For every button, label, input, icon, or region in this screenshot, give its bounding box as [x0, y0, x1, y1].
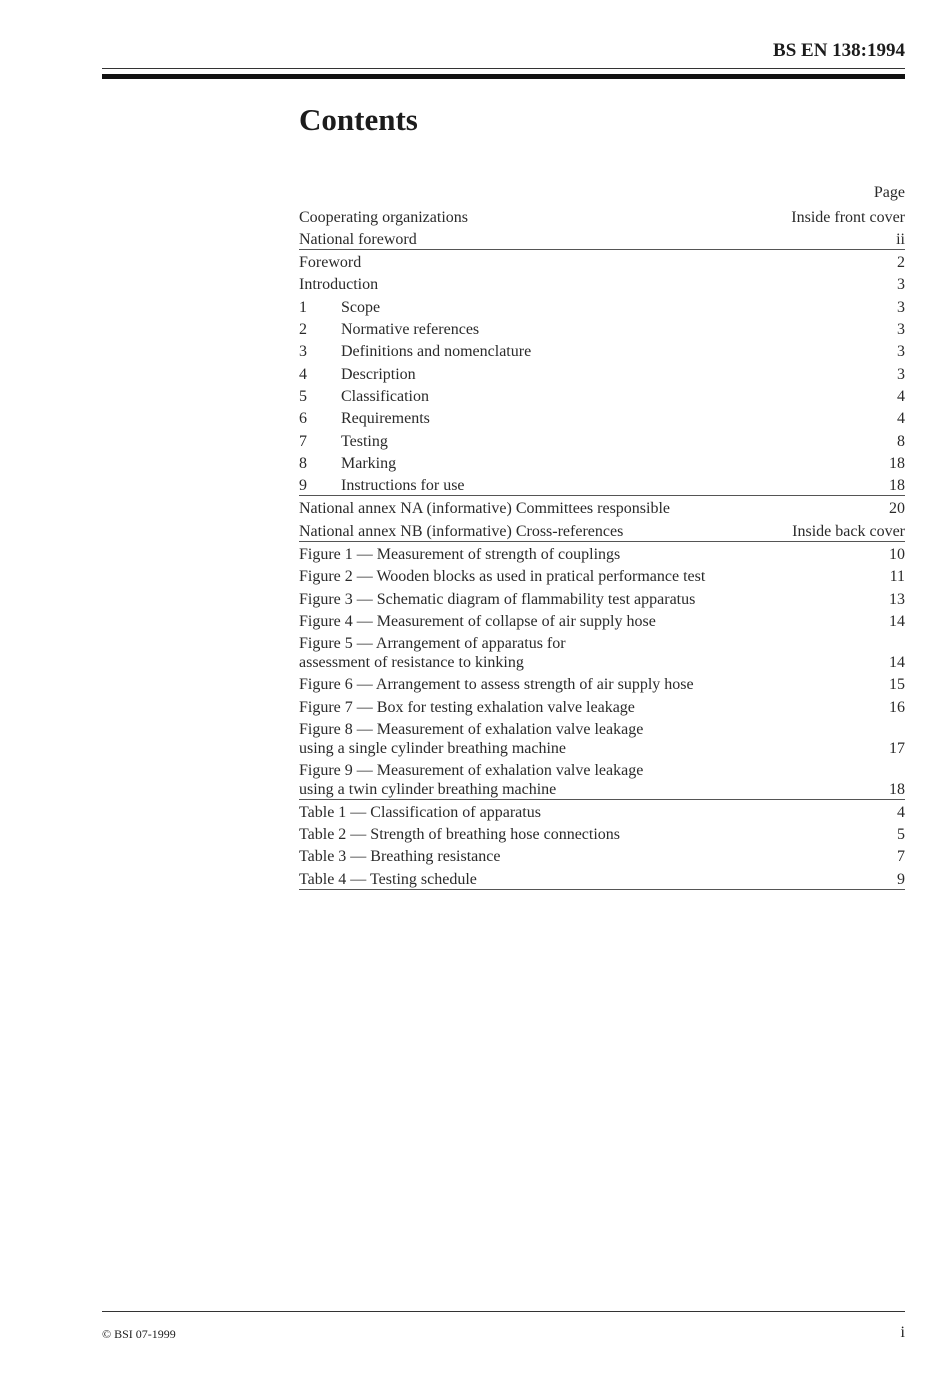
toc-entry-page: 15 [889, 676, 905, 694]
toc-entry[interactable] [299, 317, 905, 339]
toc-entry[interactable] [299, 227, 905, 249]
toc-entry-label [299, 803, 889, 822]
toc-entry-text: Table 3 — Breathing resistance [299, 848, 501, 866]
toc-entry-number: 8 [299, 454, 307, 472]
toc-entry-label [299, 567, 882, 586]
toc-entry-page: 14 [889, 653, 905, 671]
toc-entry[interactable] [299, 496, 905, 518]
toc-entry-page: 14 [889, 612, 905, 630]
toc-entry-label [299, 432, 889, 451]
toc-entry[interactable] [299, 250, 905, 272]
toc-entry-text: Table 2 — Strength of breathing hose connections [299, 826, 621, 844]
toc-entry[interactable] [299, 518, 905, 540]
toc-entry-number: 6 [299, 410, 307, 428]
toc-entry[interactable] [299, 339, 905, 361]
copyright: © BSI 07-1999 [102, 1327, 176, 1341]
toc-entry-label [299, 342, 889, 361]
toc-entry-label [299, 675, 881, 694]
toc-entry-text: Requirements [341, 410, 430, 428]
toc-entry-text: Definitions and nomenclature [341, 343, 532, 361]
toc-entry-label [299, 320, 889, 339]
toc-entry-label [299, 870, 889, 889]
toc-entry-number: 1 [299, 298, 307, 316]
toc-entry-label [299, 208, 783, 227]
toc-entry-label [299, 409, 889, 428]
toc-entry[interactable] [299, 694, 905, 716]
toc-entry-text: National foreword [299, 230, 417, 248]
toc-entry-page: 4 [897, 387, 905, 405]
toc-entry[interactable] [299, 586, 905, 608]
toc-entry-label [299, 230, 888, 249]
toc-entry-number: 4 [299, 365, 307, 383]
toc-entry-text: Table 1 — Classification of apparatus [299, 803, 541, 821]
toc-entry-page: 3 [897, 343, 905, 361]
toc-entry-label [299, 476, 881, 495]
toc-entry-page: Inside back cover [792, 522, 905, 540]
toc-entry-page: 18 [889, 454, 905, 472]
toc-entry-label [299, 698, 881, 717]
toc-entry-page: 10 [889, 546, 905, 564]
toc-entry-page: ii [896, 230, 905, 248]
toc-entry-page: 2 [897, 254, 905, 272]
toc-entry[interactable] [299, 800, 905, 822]
toc-entry-page: 4 [897, 803, 905, 821]
toc-entry-label [299, 298, 889, 317]
toc-entry[interactable] [299, 451, 905, 473]
toc-entry[interactable] [299, 609, 905, 631]
toc-entry-text: Figure 9 — Measurement of exhalation valve leakage using a twin cylinder breathing machine [299, 761, 644, 798]
toc-entry-text: Testing [341, 432, 388, 450]
toc-entry-label [299, 387, 889, 406]
toc-entry-text: Figure 8 — Measurement of exhalation valve leakage using a single cylinder breathing machine [299, 720, 644, 757]
toc-entry[interactable] [299, 384, 905, 406]
toc-entry[interactable] [299, 866, 905, 888]
toc-entry-page: 20 [889, 500, 905, 518]
toc-entry-number: 7 [299, 432, 307, 450]
toc-entry-text: Classification [341, 387, 429, 405]
toc-entry-label [299, 761, 881, 799]
toc-entry-text: Introduction [299, 276, 379, 294]
toc-entry-page: 3 [897, 321, 905, 339]
toc-entry-label [299, 499, 881, 518]
toc-entry[interactable] [299, 717, 905, 758]
toc-entry-text: Normative references [341, 321, 480, 339]
toc-entry-text: Scope [341, 298, 381, 316]
toc-entry[interactable] [299, 204, 905, 226]
footer-rule [102, 1311, 905, 1312]
toc-entry-number: 2 [299, 321, 307, 339]
table-of-contents [299, 182, 905, 890]
toc-entry-page: 16 [889, 698, 905, 716]
toc-entry-page: 7 [897, 848, 905, 866]
toc-entry-text: National annex NB (informative) Cross-references [299, 522, 624, 540]
toc-entry-page: Inside front cover [791, 208, 905, 226]
toc-entry-page: 13 [889, 590, 905, 608]
toc-group [299, 496, 905, 542]
toc-entry-text: Description [341, 365, 416, 383]
toc-entry-label [299, 634, 881, 672]
toc-entry-label [299, 545, 881, 564]
toc-entry-page: 4 [897, 410, 905, 428]
toc-entry-text: Figure 6 — Arrangement to assess strength of air supply hose [299, 676, 694, 694]
header-rule-thick [102, 74, 905, 79]
toc-entry[interactable] [299, 406, 905, 428]
page-title: Contents [299, 102, 418, 137]
toc-entry-text: Marking [341, 454, 397, 472]
toc-entry[interactable] [299, 542, 905, 564]
toc-group [299, 204, 905, 250]
toc-entry-text: Figure 4 — Measurement of collapse of air supply hose [299, 612, 656, 630]
toc-entry-label [299, 522, 784, 541]
toc-entry-text: Cooperating organizations [299, 208, 468, 226]
toc-entry-page: 18 [889, 780, 905, 798]
toc-entry-number: 3 [299, 343, 307, 361]
toc-entry[interactable] [299, 822, 905, 844]
toc-entry[interactable] [299, 272, 905, 294]
toc-entry[interactable] [299, 294, 905, 316]
toc-entry-label [299, 612, 881, 631]
toc-entry-text: Table 4 — Testing schedule [299, 870, 477, 888]
toc-entry-number: 9 [299, 477, 307, 495]
toc-entry[interactable] [299, 672, 905, 694]
toc-entry-label [299, 365, 889, 384]
page-number: i [900, 1324, 905, 1341]
toc-entry-label [299, 720, 881, 758]
toc-entry-text: Figure 2 — Wooden blocks as used in pratical performance test [299, 568, 706, 586]
toc-entry-page: 18 [889, 477, 905, 495]
toc-entry[interactable] [299, 564, 905, 586]
toc-entry-label [299, 275, 889, 294]
toc-entry-page: 17 [889, 739, 905, 757]
toc-entry-label [299, 590, 881, 609]
toc-entry[interactable] [299, 758, 905, 799]
toc-entry-page: 3 [897, 365, 905, 383]
page-column-heading: Page [873, 184, 905, 201]
toc-group [299, 800, 905, 890]
toc-entry-page: 3 [897, 298, 905, 316]
toc-entry-label [299, 253, 889, 272]
document-code: BS EN 138:1994 [773, 40, 905, 61]
toc-entry-text: National annex NA (informative) Committees responsible [299, 500, 671, 518]
toc-entry-label [299, 825, 889, 844]
toc-entry[interactable] [299, 428, 905, 450]
toc-group [299, 542, 905, 800]
toc-entry-page: 8 [897, 432, 905, 450]
toc-entry[interactable] [299, 631, 905, 672]
toc-entry-page: 3 [897, 276, 905, 294]
toc-entry[interactable] [299, 361, 905, 383]
toc-entry-number: 5 [299, 387, 307, 405]
toc-groups [299, 204, 905, 889]
toc-entry[interactable] [299, 473, 905, 495]
toc-entry-page: 11 [889, 568, 905, 586]
toc-entry[interactable] [299, 844, 905, 866]
toc-entry-text: Figure 3 — Schematic diagram of flammability test apparatus [299, 590, 696, 608]
toc-entry-page: 5 [897, 826, 905, 844]
toc-entry-page: 9 [897, 870, 905, 888]
toc-entry-text: Instructions for use [341, 477, 465, 495]
toc-entry-text: Figure 1 — Measurement of strength of couplings [299, 546, 621, 564]
header-rule-thin [102, 68, 905, 69]
toc-entry-text: Foreword [299, 254, 362, 272]
toc-entry-text: Figure 7 — Box for testing exhalation valve leakage [299, 698, 635, 716]
toc-group [299, 250, 905, 496]
toc-entry-label [299, 847, 889, 866]
toc-entry-label [299, 454, 881, 473]
toc-entry-text: Figure 5 — Arrangement of apparatus for assessment of resistance to kinking [299, 634, 566, 671]
